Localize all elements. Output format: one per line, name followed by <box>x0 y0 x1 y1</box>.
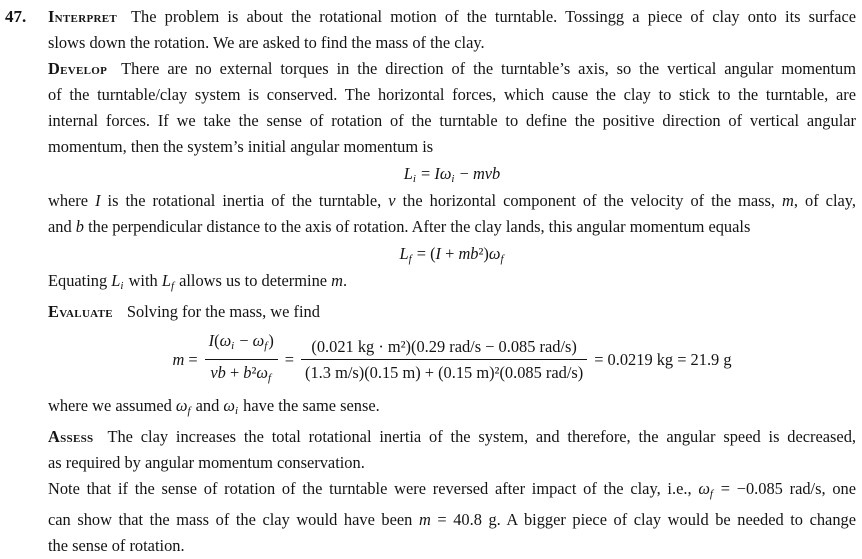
math-variable: ω <box>698 479 710 498</box>
develop-line-1 <box>48 56 856 82</box>
section-label: Assess <box>48 427 94 446</box>
equation-equals <box>285 350 294 370</box>
math-variable: ω <box>252 331 265 350</box>
math-subscript: i <box>451 173 455 185</box>
math-subscript: i <box>235 405 239 417</box>
text-run: the sense of rotation. <box>48 536 185 555</box>
equation-lhs <box>172 350 197 370</box>
equation-final-angular-momentum <box>48 240 856 268</box>
math-variable: ω <box>488 244 501 263</box>
math-subscript: i <box>412 173 416 185</box>
develop-line-3 <box>48 108 856 134</box>
equation-initial-angular-momentum <box>48 160 856 188</box>
text-run: slows down the rotation. We are asked to find the mass of the clay. <box>48 33 485 52</box>
text-run: ²) <box>478 244 489 263</box>
math-variable: v <box>388 191 396 210</box>
text-run: = <box>184 349 198 369</box>
math-variable: L <box>161 271 171 290</box>
text-run: = 0.0219 kg = 21.9 g <box>594 349 732 369</box>
math-variable: mvb <box>472 164 501 183</box>
math-subscript: f <box>408 253 412 265</box>
math-subscript: f <box>264 340 268 352</box>
text-run: allows us to determine <box>175 271 332 290</box>
assess-note-line-2 <box>48 507 856 533</box>
text-run: internal forces. If we take the sense of rotation of the turntable to define the positive direction of vertical angular <box>48 111 856 130</box>
numeric-fraction <box>301 334 587 385</box>
text-run: = <box>284 349 295 369</box>
text-run: can show that the mass of the clay would have been <box>48 510 419 529</box>
text-run: = −0.085 rad/s, one <box>713 479 856 498</box>
text-run: and <box>48 217 76 236</box>
math-variable: vb <box>210 363 226 382</box>
section-label: Interpret <box>48 7 117 26</box>
math-subscript: f <box>709 488 713 500</box>
text-run: where we assumed <box>48 396 176 415</box>
text-run: (1.3 m/s)(0.15 m) + (0.15 m)²(0.085 rad/s) <box>305 363 584 382</box>
assess-line-1 <box>48 424 856 450</box>
text-run: = 40.8 g. A bigger piece of clay would be needed to change <box>430 510 856 529</box>
math-variable: ω <box>223 396 235 415</box>
text-run: = <box>416 164 435 183</box>
section-label: Evaluate <box>48 302 113 321</box>
math-variable: ω <box>256 363 268 382</box>
text-run: where <box>48 191 96 210</box>
text-run: + <box>225 363 244 382</box>
math-subscript: f <box>268 372 272 384</box>
text-run: . <box>342 271 348 290</box>
math-subscript: f <box>500 253 504 265</box>
equation-mass-solution <box>48 325 856 393</box>
develop-line-4 <box>48 134 856 160</box>
section-label: Develop <box>48 59 108 78</box>
math-variable: b <box>243 363 252 382</box>
text-run: the perpendicular distance to the axis of rotation. After the clay lands, this angular momentum equals <box>83 217 751 236</box>
math-variable: m <box>331 271 343 290</box>
math-variable: I <box>208 331 215 350</box>
assess-note-line-3 <box>48 533 856 559</box>
math-variable: Iω <box>434 164 452 183</box>
text-run: momentum, then the system’s initial angular momentum is <box>48 137 434 156</box>
assess-line-2 <box>48 450 856 476</box>
develop-line-2 <box>48 82 856 108</box>
symbolic-fraction <box>205 328 278 391</box>
text-run: have the same sense. <box>239 396 380 415</box>
text-run: ) <box>268 331 274 350</box>
text-run: and <box>191 396 224 415</box>
text-run: as required by angular momentum conservation. <box>48 453 365 472</box>
text-run: (0.021 kg · m²)(0.29 rad/s − 0.085 rad/s) <box>311 337 577 356</box>
math-subscript: f <box>170 280 174 292</box>
text-run: There are no external torques in the direction of the turntable’s axis, so the vertical angular momentum <box>121 59 856 78</box>
math-variable: ω <box>219 331 232 350</box>
text-run: of the turntable/clay system is conserved. The horizontal forces, which cause the clay to stick to the turntable, are <box>48 85 856 104</box>
interpret-line-2 <box>48 30 856 56</box>
develop-line-5 <box>48 188 856 214</box>
math-variable: I <box>95 191 101 210</box>
text-run: the horizontal component of the velocity of the mass, <box>395 191 783 210</box>
text-run: + <box>441 244 459 263</box>
math-variable: L <box>111 271 121 290</box>
problem-number: 47. <box>5 7 27 26</box>
math-subscript: f <box>187 405 191 417</box>
equation-result <box>594 350 731 370</box>
evaluate-line-1 <box>48 299 856 325</box>
evaluate-line-2 <box>48 393 856 424</box>
math-variable: mb <box>458 244 479 263</box>
text-run: Note that if the sense of rotation of the turntable were reversed after impact of the clay, i.e., <box>48 479 699 498</box>
text-run: , of clay, <box>793 191 856 210</box>
math-variable: m <box>172 349 185 369</box>
math-variable: I <box>435 244 442 263</box>
symbolic-numerator <box>205 328 278 359</box>
symbolic-denominator <box>205 359 278 391</box>
text-run: is the rotational inertia of the turntable, <box>100 191 389 210</box>
text-run: The problem is about the rotational motion of the turntable. Tossingg a piece of clay onto its surface <box>130 7 856 26</box>
assess-note-line-1 <box>48 476 856 507</box>
math-subscript: i <box>120 280 124 292</box>
text-run: ( <box>214 331 220 350</box>
text-run: − <box>455 164 473 183</box>
math-subscript: i <box>231 340 235 352</box>
math-variable: m <box>418 510 431 529</box>
math-variable: m <box>782 191 794 210</box>
develop-line-7 <box>48 268 856 299</box>
math-variable: b <box>75 217 84 236</box>
text-run: The clay increases the total rotational inertia of the system, and therefore, the angular speed is decreased, <box>107 427 856 446</box>
text-run: Equating <box>48 271 112 290</box>
problem-47-solution <box>5 4 856 559</box>
interpret-line-1 <box>48 4 856 30</box>
text-run: with <box>124 271 162 290</box>
math-variable: ω <box>175 396 188 415</box>
math-variable: L <box>403 164 413 183</box>
math-variable: L <box>399 244 409 263</box>
numeric-numerator <box>301 334 587 359</box>
text-run: = ( <box>412 244 436 263</box>
text-run: Solving for the mass, we find <box>126 302 320 321</box>
text-run: ² <box>251 363 257 382</box>
text-run: − <box>235 331 253 350</box>
develop-line-6 <box>48 214 856 240</box>
numeric-denominator <box>301 359 587 385</box>
